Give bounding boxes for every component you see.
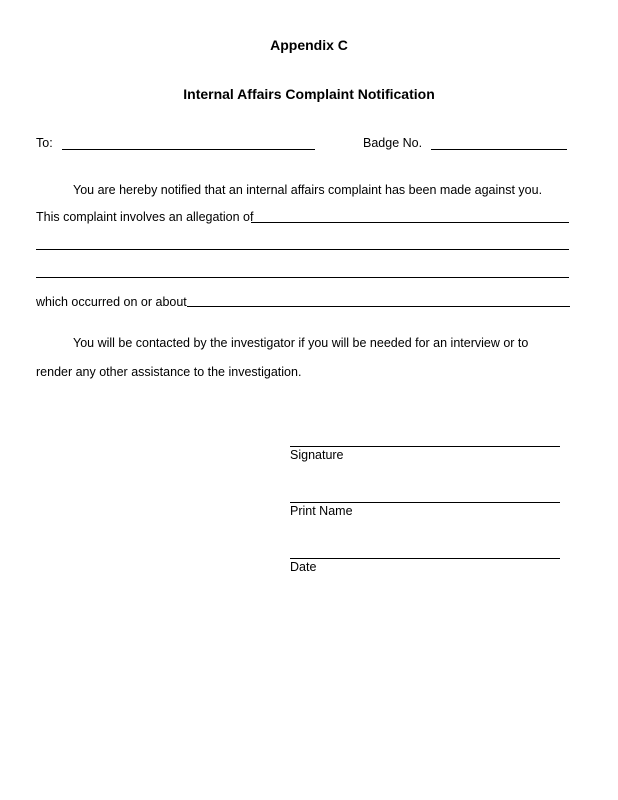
contact-line-2: render any other assistance to the investigation. xyxy=(36,365,302,379)
allegation-field-line-2[interactable] xyxy=(36,249,569,250)
print-name-label: Print Name xyxy=(290,504,353,518)
to-field[interactable] xyxy=(62,149,315,150)
badge-label: Badge No. xyxy=(363,136,423,150)
badge-field[interactable] xyxy=(431,149,567,150)
allegation-field-line-3[interactable] xyxy=(36,277,569,278)
print-name-field[interactable] xyxy=(290,502,560,503)
signature-field[interactable] xyxy=(290,446,560,447)
allegation-field[interactable] xyxy=(251,222,569,223)
form-title: Internal Affairs Complaint Notification xyxy=(183,86,435,102)
occurred-date-field[interactable] xyxy=(187,306,570,307)
allegation-label: This complaint involves an allegation of xyxy=(36,210,254,224)
to-label: To: xyxy=(36,136,53,150)
appendix-title: Appendix C xyxy=(270,37,348,53)
notice-sentence: You are hereby notified that an internal affairs complaint has been made against you. xyxy=(73,183,543,197)
date-field[interactable] xyxy=(290,558,560,559)
occurred-label: which occurred on or about xyxy=(36,295,187,309)
contact-line-1: You will be contacted by the investigator if you will be needed for an interview or to xyxy=(73,336,529,350)
date-label: Date xyxy=(290,560,317,574)
signature-label: Signature xyxy=(290,448,344,462)
